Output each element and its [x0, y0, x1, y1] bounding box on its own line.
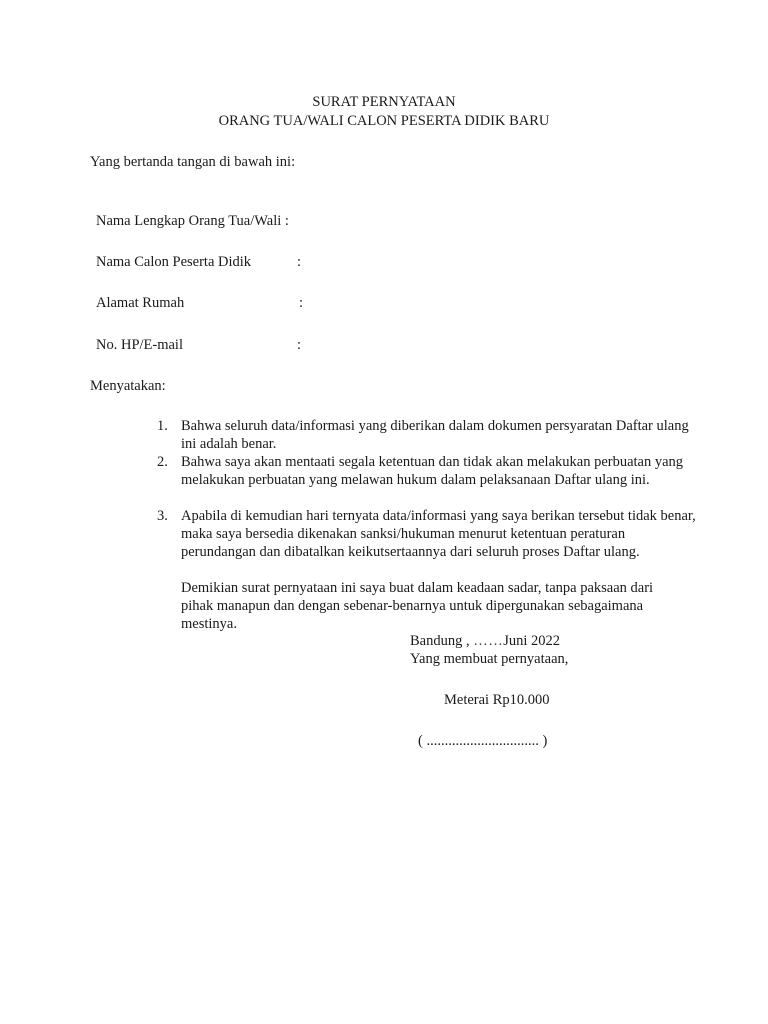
closing-line: pihak manapun dan dengan sebenar-benarnya untuk dipergunakan sebagaimana	[181, 598, 644, 614]
closing-line: mestinya.	[181, 616, 237, 632]
signature-date: Juni 2022	[503, 633, 561, 649]
signature-place: Bandung ,	[410, 633, 470, 649]
field-contact-separator: :	[297, 337, 302, 353]
field-parent-name-label: Nama Lengkap Orang Tua/Wali :	[96, 213, 289, 229]
document-subtitle: ORANG TUA/WALI CALON PESERTA DIDIK BARU	[218, 113, 550, 129]
signature-maker-label: Yang membuat pernyataan,	[410, 651, 569, 667]
list-item-text: Bahwa saya akan mentaati segala ketentuan dan tidak akan melakukan perbuatan yang melakukan perbuatan yang melawan hukum dalam pelaksanaan Daftar ulang ini.	[181, 454, 684, 488]
list-item-number: 1.	[157, 418, 168, 434]
field-student-name-separator: :	[297, 254, 302, 270]
field-contact-label: No. HP/E-mail	[96, 337, 183, 353]
signature-date-blank: ……	[473, 633, 504, 649]
list-item-text: Apabila di kemudian hari ternyata data/informasi yang saya berikan tersebut tidak benar, maka saya bersedia dikenakan sanksi/hukuman menurut ketentuan peraturan perundangan dan dibatalkan keikutsertaannya dari seluruh proses Daftar ulang.	[181, 508, 696, 560]
field-address-label: Alamat Rumah	[96, 295, 185, 311]
list-item-number: 3.	[157, 508, 168, 524]
intro-text: Yang bertanda tangan di bawah ini:	[90, 154, 296, 170]
stamp-duty-label: Meterai Rp10.000	[444, 692, 550, 708]
field-address-separator: :	[299, 295, 304, 311]
list-item-text: Bahwa seluruh data/informasi yang diberikan dalam dokumen persyaratan Daftar ulang ini adalah benar.	[181, 418, 689, 452]
closing-line: Demikian surat pernyataan ini saya buat dalam keadaan sadar, tanpa paksaan dari	[181, 580, 654, 596]
field-student-name-label: Nama Calon Peserta Didik	[96, 254, 252, 270]
signature-place-date	[410, 632, 560, 650]
list-item-number: 2.	[157, 454, 168, 470]
declaring-label: Menyatakan:	[90, 378, 166, 394]
document-title: SURAT PERNYATAAN	[312, 94, 456, 110]
signature-name-line: ( ............................... )	[418, 733, 548, 749]
